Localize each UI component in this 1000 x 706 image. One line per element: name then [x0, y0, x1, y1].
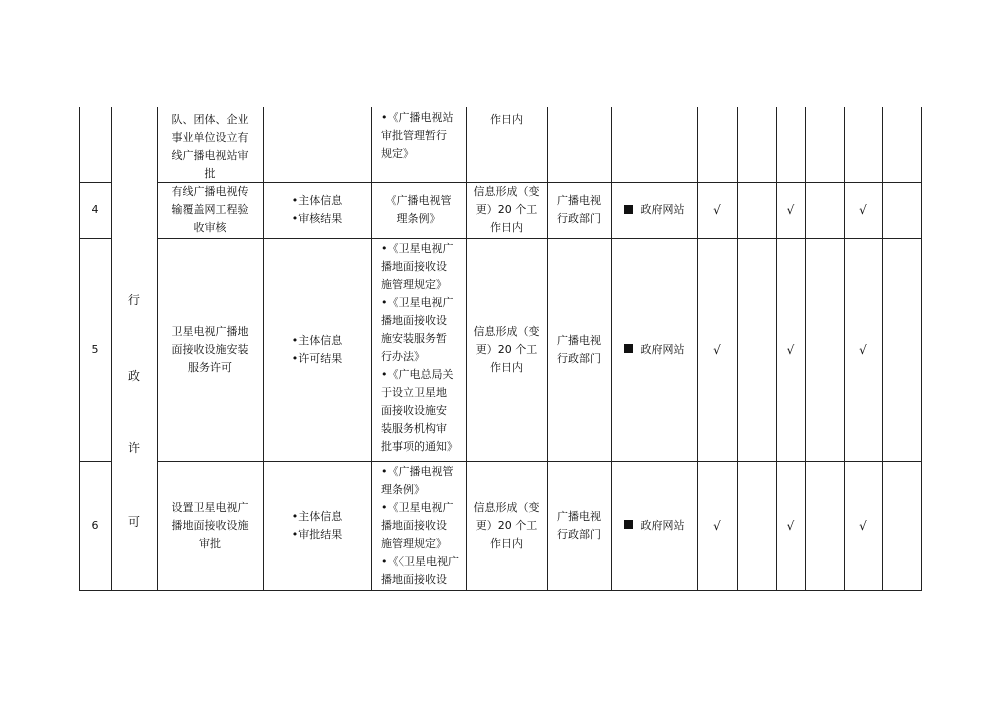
text-line: 播地面接收设: [381, 314, 447, 327]
check-mark: [737, 107, 776, 182]
legal-basis-text: [381, 240, 466, 456]
text-line: 广播电视: [557, 333, 601, 347]
text-line: 于设立卫星地: [381, 386, 447, 399]
text-line: 面接收设施安装: [171, 342, 249, 356]
legal-basis-text: [386, 192, 452, 228]
text-line: 作日内: [490, 360, 523, 374]
disclosure-content-text: [292, 508, 343, 544]
black-square-icon: [624, 344, 633, 353]
check-mark: √: [859, 203, 867, 217]
text-line: 播地面接收设施: [171, 518, 249, 532]
text-line: •《广播电视站: [381, 111, 454, 124]
category-char: 可: [127, 515, 140, 529]
row-index: 5: [91, 342, 99, 356]
text-line: 线广播电视站审: [171, 149, 249, 162]
text-line: 规定》: [381, 147, 414, 160]
check-mark: [882, 107, 921, 182]
disclosure-content: [263, 461, 371, 590]
text-line: 施管理规定》: [381, 278, 447, 291]
item-name-text: [172, 183, 249, 237]
text-line: 作日内: [490, 536, 523, 550]
time-limit-text: [466, 111, 547, 129]
text-line: 行办法》: [381, 350, 425, 363]
text-line: 面接收设施安: [381, 404, 447, 417]
legal-basis: [371, 182, 466, 238]
text-line: 施管理规定》: [381, 537, 447, 550]
text-line: 批: [204, 167, 216, 180]
responsible-subject-text: [557, 192, 601, 228]
check-mark: √: [713, 342, 721, 357]
channel-label: 政府网站: [640, 518, 685, 532]
text-line: 设置卫星电视广: [171, 500, 249, 514]
item-name: [157, 107, 263, 182]
time-limit: [466, 107, 547, 182]
time-limit: [466, 182, 547, 238]
text-line: 更）20 个工: [475, 342, 538, 356]
row-index: [79, 107, 111, 182]
legal-basis-text: [381, 109, 466, 163]
text-line: 信息形成（变: [473, 324, 540, 338]
responsible-subject-text: [557, 508, 601, 544]
legal-basis: [371, 238, 466, 461]
text-line: •审核结果: [291, 212, 343, 225]
text-line: 事业单位设立有: [171, 131, 249, 144]
channel-label: 政府网站: [640, 203, 685, 216]
text-line: 理条例》: [396, 212, 441, 225]
row-index: 4: [91, 203, 99, 216]
text-line: 播地面接收设: [381, 260, 447, 273]
check-mark: [844, 107, 882, 182]
text-line: 行政部门: [557, 212, 601, 225]
text-line: 广播电视: [557, 194, 601, 207]
legal-basis: [371, 461, 466, 590]
check-mark: √: [786, 342, 795, 357]
row-index: 6: [91, 518, 99, 532]
disclosure-content-text: [292, 332, 343, 368]
text-line: 行政部门: [557, 351, 601, 365]
check-mark: [882, 461, 921, 590]
text-line: 队、团体、企业: [171, 113, 249, 126]
disclosure-channel: [611, 238, 697, 461]
category-char: 许: [127, 441, 140, 455]
text-line: •主体信息: [291, 333, 343, 347]
check-mark: [805, 461, 844, 590]
text-line: •《广播电视管: [381, 465, 454, 478]
text-line: •《广电总局关: [381, 368, 454, 381]
text-line: 输覆盖网工程验: [171, 203, 249, 216]
text-line: 审批: [199, 536, 221, 550]
item-name-text: [172, 499, 249, 553]
text-line: 信息形成（变: [473, 500, 540, 514]
item-name: [157, 238, 263, 461]
check-mark: √: [786, 518, 795, 533]
disclosure-channel: [611, 182, 697, 238]
time-limit-text: [474, 499, 540, 553]
check-mark: [737, 182, 776, 238]
table-horizontal-rule: [79, 590, 922, 591]
black-square-icon: [624, 520, 633, 529]
text-line: 播地面接收设: [381, 519, 447, 532]
text-line: 装服务机构审: [381, 422, 447, 435]
time-limit: [466, 461, 547, 590]
table-vertical-rule: [921, 107, 922, 590]
check-mark: [737, 238, 776, 461]
disclosure-content: [263, 182, 371, 238]
text-line: 播地面接收设: [381, 573, 447, 586]
check-mark: [805, 107, 844, 182]
check-mark: [697, 107, 737, 182]
text-line: 审批管理暂行: [381, 129, 447, 142]
disclosure-channel: [611, 461, 697, 590]
text-line: 作日内: [490, 113, 523, 126]
text-line: 作日内: [490, 221, 523, 234]
text-line: 服务许可: [188, 360, 232, 374]
check-mark: √: [713, 203, 721, 217]
text-line: 更）20 个工: [475, 203, 538, 216]
disclosure-content: [263, 238, 371, 461]
check-mark: √: [713, 518, 721, 533]
text-line: 收审核: [193, 221, 227, 234]
legal-basis: [371, 107, 466, 182]
text-line: 理条例》: [381, 483, 425, 496]
text-line: 有线广播电视传: [171, 185, 249, 198]
text-line: •《卫星电视广: [381, 296, 454, 309]
text-line: •审批结果: [291, 527, 343, 541]
text-line: 信息形成（变: [473, 185, 540, 198]
time-limit-text: [474, 323, 540, 377]
text-line: 施安装服务暂: [381, 332, 447, 345]
item-name-text: [157, 111, 263, 183]
legal-basis-text: [381, 463, 466, 589]
time-limit-text: [474, 183, 540, 237]
text-line: •许可结果: [291, 351, 343, 365]
check-mark: √: [786, 203, 795, 217]
check-mark: [882, 182, 921, 238]
check-mark: [776, 107, 805, 182]
responsible-subject: [547, 461, 611, 590]
check-mark: [737, 461, 776, 590]
text-line: 批事项的通知》: [381, 440, 458, 453]
text-line: 卫星电视广播地: [171, 324, 249, 338]
text-line: •主体信息: [291, 194, 343, 207]
text-line: •主体信息: [291, 509, 343, 523]
channel-label: 政府网站: [640, 342, 685, 356]
time-limit: [466, 238, 547, 461]
category-char: 行: [127, 293, 140, 307]
text-line: •《卫星电视广: [381, 242, 454, 255]
text-line: •《〈卫星电视广: [381, 555, 459, 568]
item-name: [157, 461, 263, 590]
text-line: 更）20 个工: [475, 518, 538, 532]
text-line: 广播电视: [557, 509, 601, 523]
text-line: 行政部门: [557, 527, 601, 541]
check-mark: √: [859, 342, 867, 357]
category-char: 政: [127, 369, 140, 383]
responsible-subject-text: [557, 332, 601, 368]
check-mark: √: [859, 518, 867, 533]
responsible-subject: [547, 238, 611, 461]
item-name-text: [172, 323, 249, 377]
black-square-icon: [624, 205, 633, 214]
text-line: •《卫星电视广: [381, 501, 454, 514]
check-mark: [882, 238, 921, 461]
item-name: [157, 182, 263, 238]
text-line: 《广播电视管: [385, 194, 452, 207]
check-mark: [805, 182, 844, 238]
check-mark: [805, 238, 844, 461]
disclosure-content-text: [292, 192, 343, 228]
responsible-subject: [547, 182, 611, 238]
